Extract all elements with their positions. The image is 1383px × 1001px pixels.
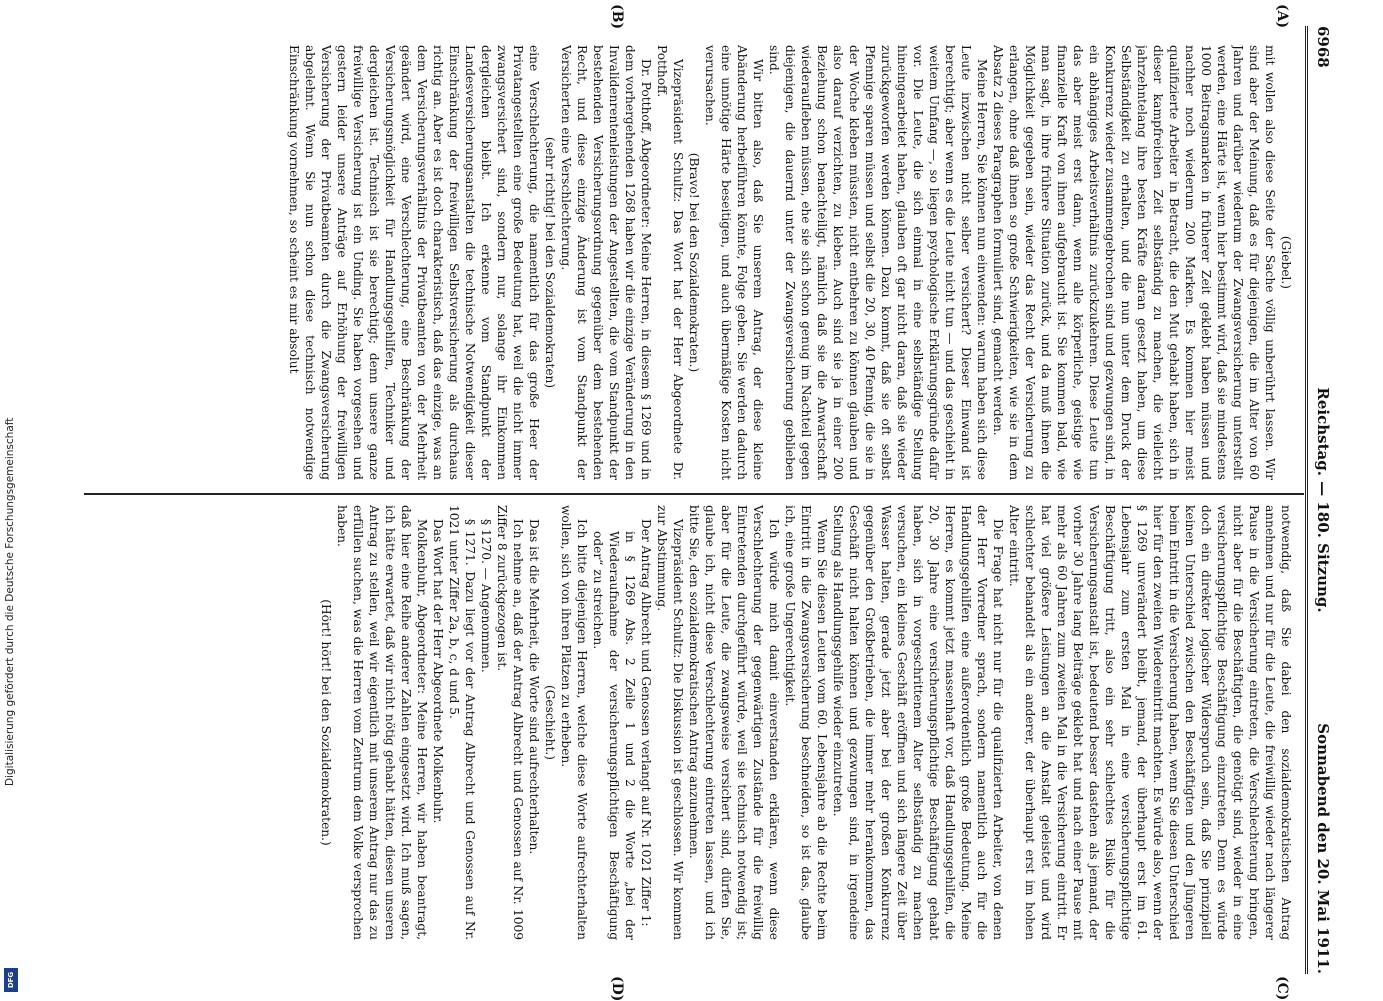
- paragraph: Die Frage hat nicht nur für die qualifizierten Arbeiter, von denen der Herr Vorredner sprach, sondern namentlich auch für die Handlungsgehilfen eine außerordentlich große Bedeutung. Meine Herren, es kommt jetzt massenhaft vor, daß Handlungsgehilfen, die 20, 30 Jahre eine versicherungspflichtige Beschäftigung gehabt haben, sich in vorgeschrittenem Alter selbständig zu machen versuchen, ein kleines Geschäft eröffnen und sich längere Zeit über Wasser halten, gerade jetzt aber bei der großen Konkurrenz gegenüber den Großbetrieben, die immer mehr herankommen, das Geschäft nicht halten können und gezwungen sind, in irgendeine Stellung als Handlungsgehilfe wieder einzutreten.: [831, 505, 1005, 940]
- paragraph: Das ist die Mehrheit, die Worte sind aufrechterhalten.: [527, 519, 541, 855]
- motion-text: in § 1269 Abs. 2 Zeile 1 und 2 die Worte „bei der Wiederaufnahme der versicherungspflichtigen Beschäftigung oder“ zu streichen.: [591, 531, 637, 940]
- session-title: Reichstag. — 180. Sitzung.: [1314, 387, 1332, 613]
- margin-mark-d: (D): [609, 976, 625, 1001]
- funding-note: Digitalisierung gefördert durch die Deutsche Forschungsgemeinschaft: [4, 417, 16, 786]
- margin-mark-c: (C): [1274, 976, 1290, 1001]
- interjection: (sehr richtig! bei den Sozialdemokraten): [543, 136, 557, 389]
- paragraph: Wenn Sie diesen Leuten vom 60. Lebensjahre ab die Rechte beim Eintritt in die Zwangsversicherung beschneiden, so ist das, glaube ich, eine große Ungerechtigkeit.: [783, 505, 829, 940]
- page-number: 6968: [1314, 26, 1332, 68]
- interjection: (Hört! hört! bei den Sozialdemokraten.): [319, 599, 333, 846]
- interjection: (Bravo! bei den Sozialdemokraten.): [687, 152, 701, 373]
- right-column: [89, 505, 1294, 940]
- dfg-logo: [4, 968, 18, 992]
- presidium-remark: Vizepräsident Schultz: Das Wort hat der Herr Abgeordnete Dr. Potthoff.: [655, 45, 685, 480]
- paragraph: § 1271. Dazu liegt vor der Antrag Albrecht und Genossen auf Nr. 1021 unter Ziffer 2a, b, c, d und 5.: [447, 505, 477, 940]
- paragraph: Ich bitte diejenigen Herren, welche diese Worte aufrechterhalten wollen, sich von ihren Plätzen zu erheben.: [559, 505, 589, 940]
- paragraph: Dr. Potthoff, Abgeordneter: Meine Herren, in diesem § 1269 und in dem vorhergehenden 1268 haben wir die einzige Veränderung in den Invalidenrentenleistungen der Angestellten, die vom Standpunkt der bestehenden Versicherungsordnung gegenüber dem bestehenden Recht, und diese einzige Änderung ist vom Standpunkt der Versicherten eine Verschlechterung.: [559, 45, 653, 480]
- paragraph: Der Antrag Albrecht und Genossen verlangt auf Nr. 1021 Ziffer 1:: [639, 519, 653, 927]
- paragraph: § 1270. — Angenommen.: [479, 519, 493, 673]
- paragraph: notwendig, daß Sie dabei den sozialdemokratischen Antrag annehmen und nur für die Leute, die freiwillig wieder nach längerer Pause in die Versicherung eintreten, die Verschlechterung bringen, nicht aber für die Beschäftigten, die genötigt sind, wieder in eine versicherungspflichtige Beschäftigung einzutreten. Denn es würde doch ein direkter logischer Widerspruch sein, daß Sie prinzipiell keinen Unterschied zwischen den Beschäftigten und den Jüngeren beim Eintritt in die Versicherung haben, wenn Sie diesen Unterschied hier für den zweiten Wiedereintritt machten. Es würde also, wenn der § 1269 unverändert bleibt, jemand, der überhaupt erst im 61. Lebensjahr zum ersten Mal in eine versicherungspflichtige Beschäftigung tritt, also ein sehr schlechtes Risiko für die Versicherungsanstalt ist, bedeutend besser dastehen als jemand, der vorher 30 Jahre lang Beiträge geklebt hat und nach einer Pause mit mehr als 60 Jahren zum zweiten Mal in die Versicherung eintritt. Er hat viel größere Leistungen an die Anstalt geleistet und wird schlechter behandelt als ein anderer, der überhaupt erst im hohen Alter eintritt.: [1007, 505, 1293, 940]
- margin-mark-b: (B): [609, 4, 625, 30]
- paragraph: mit wollen also diese Seite der Sache völlig unberührt lassen. Wir sind aber der Meinung, daß es für diejenigen, die im Alter von 60 Jahren und darüber wiederum der Zwangsversicherung unterstellt werden, eine Härte ist, wenn hier bestimmt wird, daß sie mindestens 1000 Beitragsmarken in früherer Zeit geklebt haben müssen und nachher noch wiederum 200 Marken. Es kommen hier meist qualifizierte Arbeiter in Betracht, die den Mut gehabt haben, sich in dieser kampfreichen Zeit selbständig zu machen, die vielleicht jahrzehntelang ihre besten Kräfte daran gesetzt haben, um diese Selbständigkeit zu erhalten, und die nun unter dem Druck der Konkurrenz wieder zusammengebrochen sind und gezwungen sind, in ein abhängiges Arbeitsverhältnis zurückzukehren. Diese Leute tun das aber meist erst dann, wenn alle körperliche, geistige wie finanzielle Kraft von ihnen aufgebraucht ist. Sie kommen bald, wie man sagt, in ihre frühere Situation zurück, und da muß ihnen die Möglichkeit gegeben sein, wieder das Recht der Versicherung zu erlangen, ohne daß ihnen so große Schwierigkeiten, wie sie in dem Absatz 2 dieses Paragraphen formuliert sind, gemacht werden.: [991, 45, 1277, 480]
- funding-sidebar: [0, 0, 22, 1000]
- paragraph: Das Wort hat der Herr Abgeordnete Molkenbuhr.: [431, 519, 445, 824]
- column-divider: [84, 493, 1304, 495]
- paragraph: Wir bitten also, daß Sie unserem Antrag, der diese kleine Abänderung herbeiführen könnte, Folge geben. Sie werden dadurch eine unnötige Härte beseitigen, und auch übermäßige Kosten nicht verursachen.: [703, 45, 765, 480]
- left-column: [89, 45, 1294, 480]
- interjection: (Geschieht.): [543, 684, 557, 761]
- session-date: Sonnabend den 20. Mai 1911.: [1314, 723, 1332, 974]
- speech: Molkenbuhr, Abgeordneter: Meine Herren, wir haben beantragt, daß hier eine Reihe anderer Zahlen eingesetzt wird. Ich muß sagen, ich hätte erwartet, daß wir nicht nötig gehabt hätten, diesen unseren Antrag zu stellen, weil wir eigentlich mit unserem Antrag nur das zu erfüllen suchen, was die Herren vom Zentrum dem Volke versprochen haben.: [335, 505, 429, 940]
- page-header: [1308, 26, 1332, 974]
- margin-mark-a: (A): [1274, 4, 1290, 29]
- paragraph: Ich nehme an, daß der Antrag Albrecht und Genossen auf Nr. 1009 Ziffer 8 zurückgezogen ist.: [495, 505, 525, 940]
- document-page: [40, 0, 1350, 1000]
- paragraph: Meine Herren, Sie können nun einwenden: warum haben sich diese Leute inzwischen nicht selber versichert? Dieser Einwand ist berechtigt; aber wenn es die Leute nicht tun — und das geschieht in weitem Umfang —, so liegen psychologische Erklärungsgründe dafür vor. Die Leute, die sich einmal in eine selbständige Stellung hineingearbeitet haben, glauben oft gar nicht daran, daß sie wieder zurückgeworfen werden können. Dazu kommt, daß sie oft selbst Pfennige sparen müssen und selbst die 20, 30, 40 Pfennig, die sie in der Woche kleben müssten, nicht entbehren zu können glauben und also darauf verzichten, zu kleben. Auch sind sie ja in einer 200 Beziehung schon benachteiligt, nämlich daß sie die Anwartschaft wiederaufleben müssen, ehe sie sich schon genug im Nachteil gegen diejenigen, die dauernd unter der Zwangsversicherung geblieben sind.: [767, 45, 989, 480]
- dfg-logo-text: DFG: [7, 971, 15, 989]
- speaker-continuation: (Giebel.): [1279, 235, 1293, 290]
- presidium-remark: Vizepräsident Schultz: Die Diskussion ist geschlossen. Wir kommen zur Abstimmung.: [655, 505, 685, 940]
- paragraph: eine Verschlechterung, die namentlich für das große Heer der Privatangestellten eine große Bedeutung hat, weil die nicht immer zwangsversichert sind, sondern nur, solange ihr Einkommen dergleichen bleibt. Ich erkenne vom Standpunkt der Landesversicherungsanstalten die technische Notwendigkeit dieser Einschränkung der freiwilligen Selbstversicherung als durchaus richtig an. Aber es ist doch charakteristisch, daß das einzige, was an dem Versicherungsverhältnis der Privatbeamten von der Mehrheit geändert wird, eine Verschlechterung, eine Beschränkung der Versicherungsmöglichkeit für Handlungsgehilfen, Techniker und dergleichen ist. Technisch ist sie berechtigt; denn unsere ganze freiwillige Versicherung ist ein Unding. Sie haben vorgesehen und gestern leider unsere Anträge auf Erhöhung der freiwilligen Versicherung der Privatbeamten durch die Zwangsversicherung abgelehnt. Wenn Sie nun schon diese technisch notwendige Einschränkung vornehmen, so scheint es mir absolut: [287, 45, 541, 480]
- paragraph: Ich würde mich damit einverstanden erklären, wenn diese Verschlechterung der gegenwärtigen Zustände für die freiwillig Eintretenden durchgeführt würde, weil sie technisch notwendig ist; aber für die Leute, die zwangsweise versichert sind, dürfen Sie, glaube ich, nicht diese Verschlechterung eintreten lassen, und ich bitte Sie, den sozialdemokratischen Antrag anzunehmen.: [687, 505, 781, 940]
- header-rule: [1305, 26, 1308, 974]
